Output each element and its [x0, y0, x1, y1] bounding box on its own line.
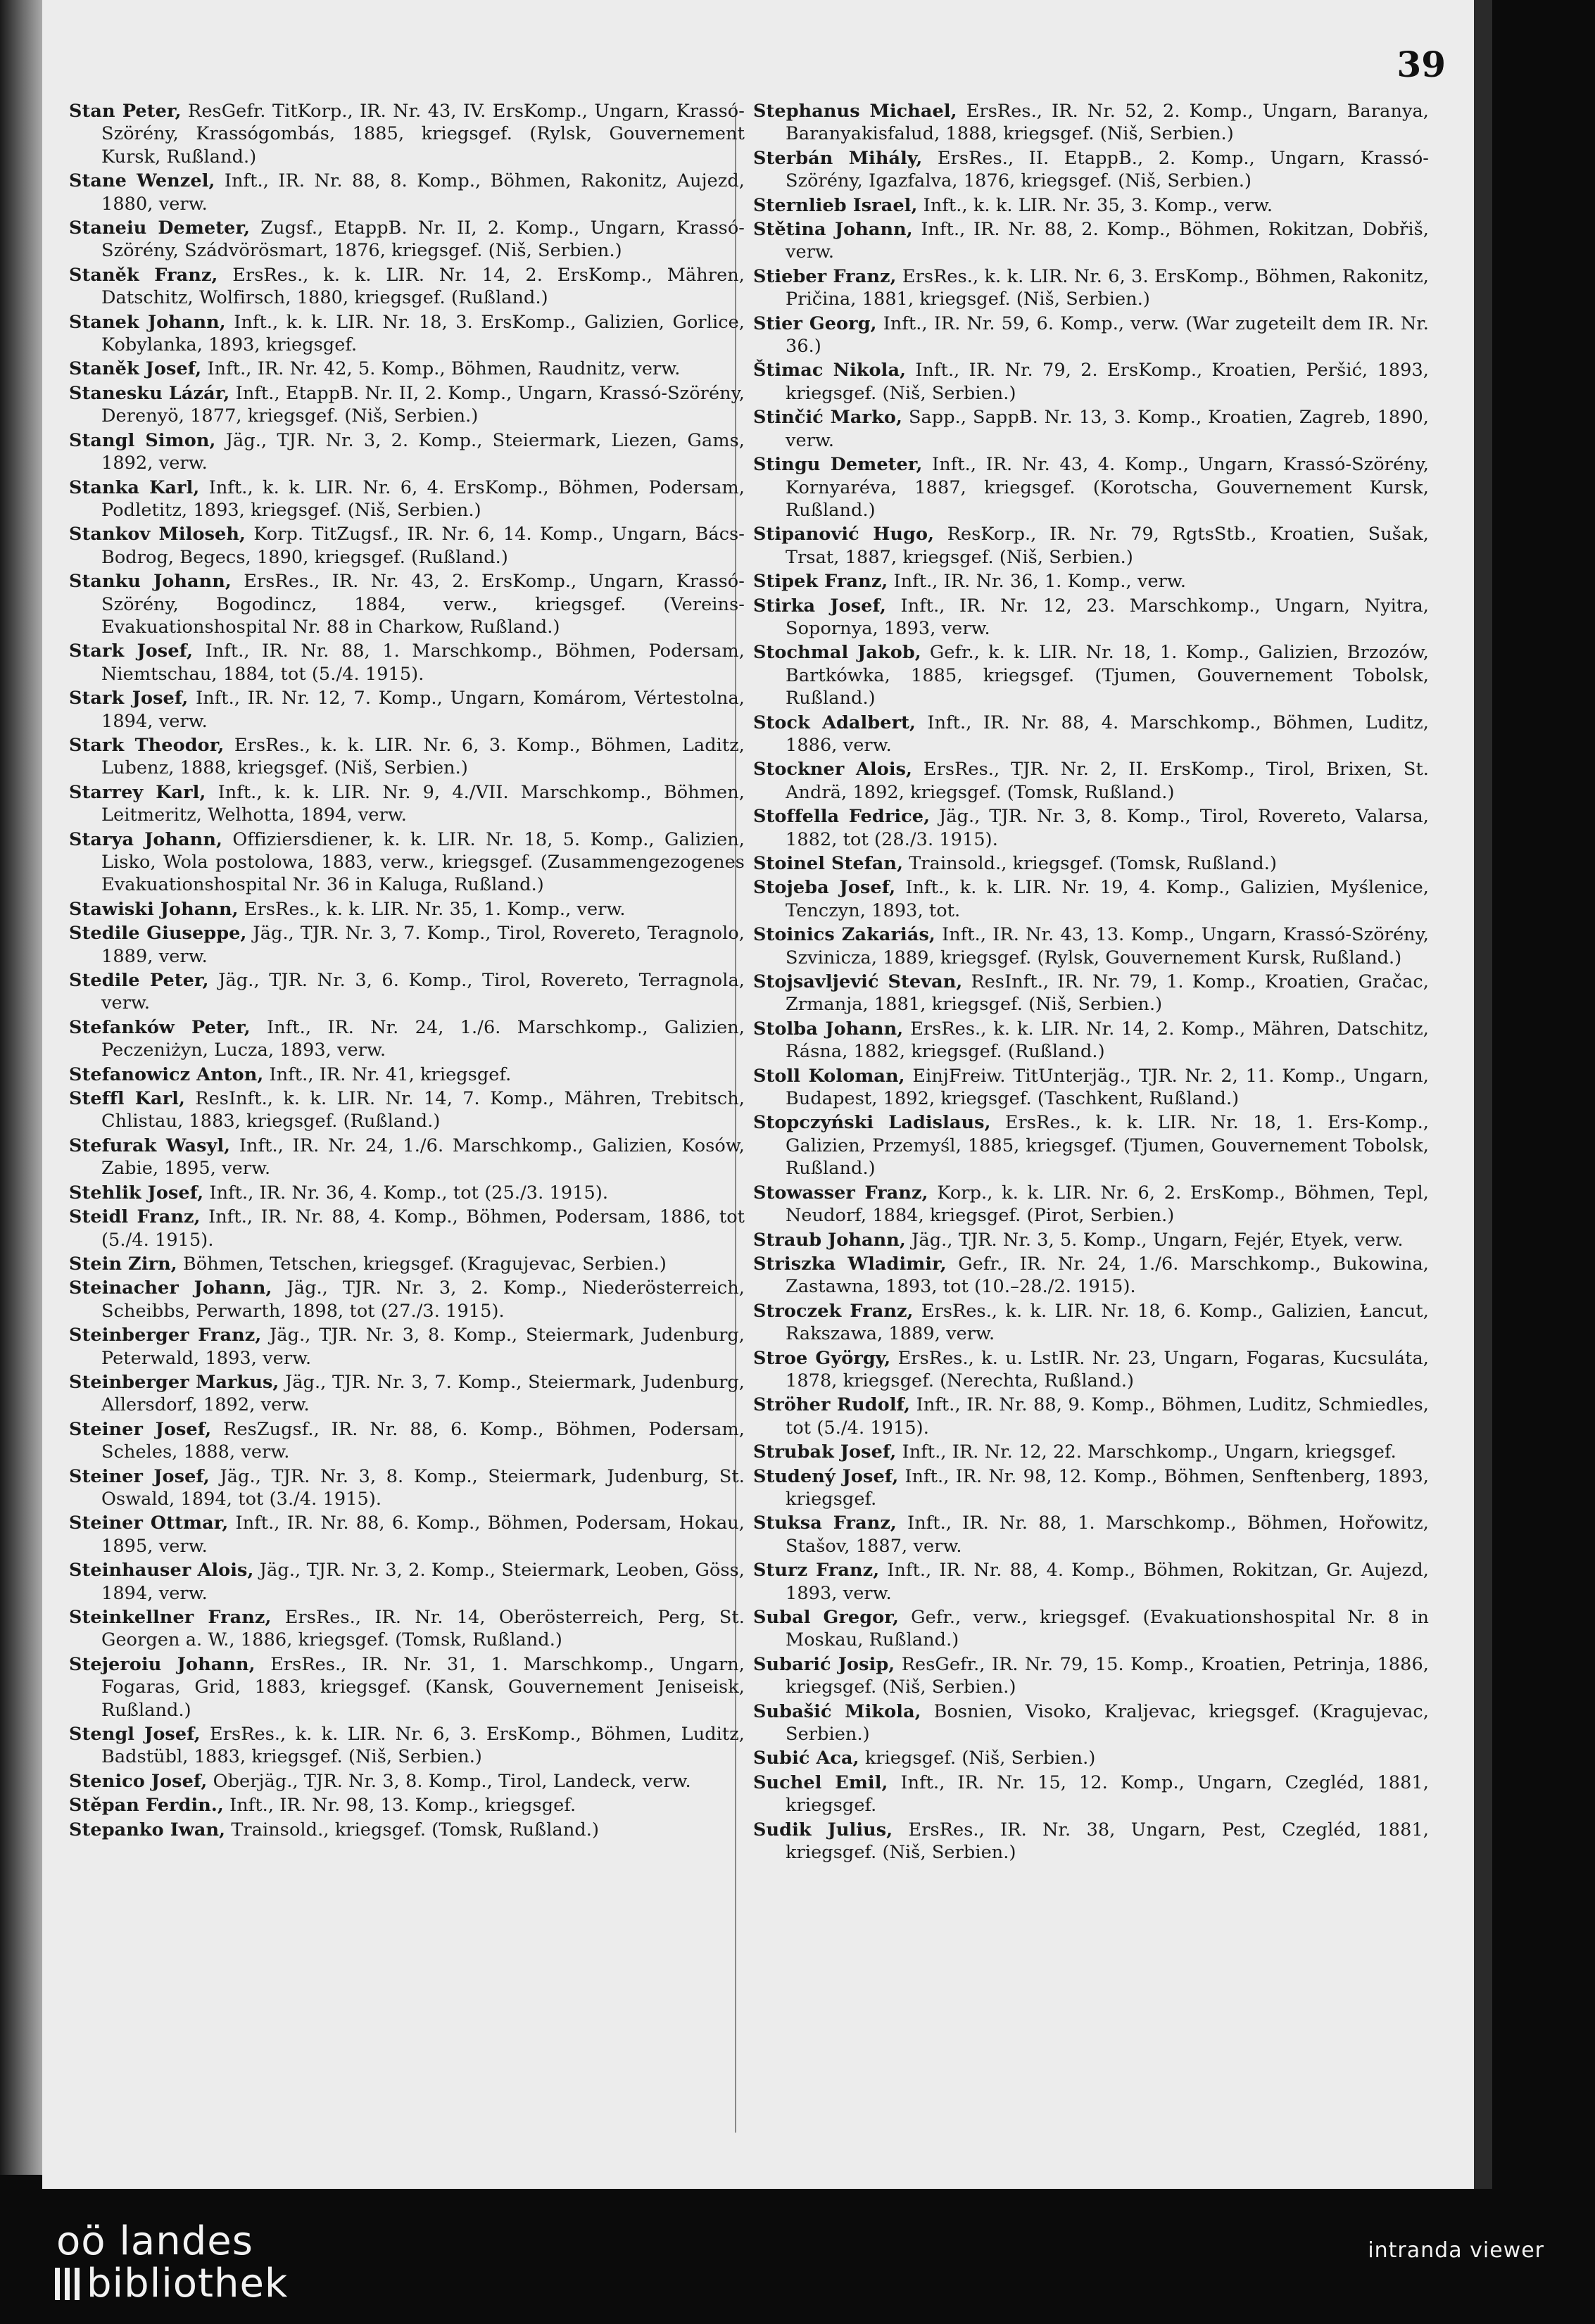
- register-entry: [753, 218, 1429, 264]
- register-entry: [753, 1111, 1429, 1180]
- entry-name: Steiner Ottmar,: [69, 1513, 229, 1534]
- entry-details: Gefr., IR. Nr. 24, 1./6. Marschkomp., Bukowina, Zastawna, 1893, tot (10.–28./2. 1915).: [786, 1253, 1429, 1298]
- entry-details: Inft., IR. Nr. 88, 8. Komp., Böhmen, Rakonitz, Aujezd, 1880, verw.: [101, 170, 745, 215]
- entry-details: ResZugsf., IR. Nr. 88, 6. Komp., Böhmen, Podersam, Scheles, 1888, verw.: [101, 1418, 745, 1463]
- entry-details: Inft., IR. Nr. 88, 4. Marschkomp., Böhmen, Luditz, 1886, verw.: [786, 712, 1429, 756]
- register-entry: [69, 1087, 745, 1133]
- library-logo[interactable]: [55, 2218, 289, 2306]
- entry-details: Inft., IR. Nr. 59, 6. Komp., verw. (War zugeteilt dem IR. Nr. 36.): [786, 312, 1429, 358]
- entry-name: Stingu Demeter,: [753, 454, 923, 476]
- entry-name: Striszka Wladimir,: [753, 1253, 947, 1275]
- entry-details: Jäg., TJR. Nr. 3, 2. Komp., Steiermark, Liezen, Gams, 1892, verw.: [101, 429, 745, 474]
- entry-name: Stuksa Franz,: [753, 1513, 897, 1534]
- entry-details: Inft., IR. Nr. 79, 2. ErsKomp., Kroatien, Peršić, 1893, kriegsgef. (Niš, Serbien.): [786, 360, 1429, 404]
- entry-name: Starya Johann,: [69, 828, 223, 850]
- register-entry: [69, 1819, 745, 1841]
- entry-details: ErsRes., TJR. Nr. 2, II. ErsKomp., Tirol, Brixen, St. Andrä, 1892, kriegsgef. (Tomsk, Rußland.): [786, 759, 1429, 803]
- entry-name: Stinčić Marko,: [753, 407, 902, 429]
- entry-details: Inft., k. k. LIR. Nr. 9, 4./VII. Marschkomp., Böhmen, Leitmeritz, Welhotta, 1894, verw.: [101, 781, 745, 826]
- viewer-footer: [0, 2189, 1595, 2324]
- entry-details: ErsRes., k. k. LIR. Nr. 18, 1. Ers-Komp., Galizien, Przemyśl, 1885, kriegsgef. (Tjumen, Gouvernement Tobolsk, Rußland.): [786, 1112, 1430, 1180]
- entry-details: Jäg., TJR. Nr. 3, 2. Komp., Steiermark, Leoben, Göss, 1894, verw.: [101, 1560, 745, 1604]
- register-entry: [753, 359, 1429, 405]
- entry-details: ErsRes., k. k. LIR. Nr. 14, 2. Komp., Mähren, Datschitz, Rásna, 1882, kriegsgef. (Rußland.): [786, 1018, 1429, 1063]
- entry-details: Trainsold., kriegsgef. (Tomsk, Rußland.): [909, 853, 1278, 874]
- logo-text-line1: oö landes: [56, 2218, 253, 2264]
- register-entry: [69, 640, 745, 686]
- register-entry: [753, 1700, 1429, 1746]
- entry-name: Sternlieb Israel,: [753, 194, 918, 216]
- entry-name: Stangl Simon,: [69, 429, 216, 451]
- entry-name: Stipanović Hugo,: [753, 524, 935, 545]
- register-entry: [69, 969, 745, 1015]
- entry-details: Oberjäg., TJR. Nr. 3, 8. Komp., Tirol, Landeck, verw.: [213, 1770, 691, 1792]
- entry-details: Inft., IR. Nr. 88, 1. Marschkomp., Böhmen, Podersam, Niemtschau, 1884, tot (5./4. 1915).: [101, 640, 745, 685]
- register-entry: [69, 1465, 745, 1511]
- entry-name: Stanku Johann,: [69, 571, 232, 593]
- register-entry: [69, 429, 745, 475]
- entry-details: Inft., IR. Nr. 88, 6. Komp., Böhmen, Podersam, Hokau, 1895, verw.: [101, 1513, 745, 1557]
- register-entry: [69, 1559, 745, 1605]
- entry-details: Inft., IR. Nr. 15, 12. Komp., Ungarn, Czegléd, 1881, kriegsgef.: [786, 1772, 1429, 1817]
- entry-details: Inft., IR. Nr. 98, 13. Komp., kriegsgef.: [229, 1795, 576, 1817]
- entry-details: Gefr., k. k. LIR. Nr. 18, 1. Komp., Galizien, Brzozów, Bartkówka, 1885, kriegsgef. (Tjumen, Gouvernement Tobolsk, Rußland.): [786, 642, 1429, 709]
- left-column: [69, 100, 745, 1843]
- register-entry: [69, 898, 745, 921]
- entry-name: Stopczyński Ladislaus,: [753, 1112, 991, 1134]
- entry-name: Stane Wenzel,: [69, 170, 215, 192]
- entry-details: Inft., IR. Nr. 41, kriegsgef.: [269, 1063, 512, 1085]
- entry-details: ErsRes., IR. Nr. 52, 2. Komp., Ungarn, Baranya, Baranyakisfalud, 1888, kriegsgef. (Niš, Serbien.): [786, 101, 1429, 145]
- register-entry: [753, 1229, 1429, 1251]
- entry-name: Stejeroiu Johann,: [69, 1653, 256, 1675]
- entry-name: Staneiu Demeter,: [69, 217, 251, 239]
- entry-name: Stockner Alois,: [753, 759, 913, 781]
- entry-name: Stankov Miloseh,: [69, 524, 246, 545]
- entry-details: ErsRes., II. EtappB., 2. Komp., Ungarn, Krassó-Szörény, Igazfalva, 1876, kriegsgef. (Niš, Serbien.): [786, 147, 1429, 192]
- register-entry: [69, 1418, 745, 1464]
- entry-name: Stenico Josef,: [69, 1770, 208, 1792]
- entry-name: Subić Aca,: [753, 1748, 859, 1769]
- register-entry: [69, 1512, 745, 1558]
- register-entry: [69, 264, 745, 310]
- entry-name: Subal Gregor,: [753, 1607, 899, 1628]
- register-entry: [753, 876, 1429, 922]
- entry-details: Inft., k. k. LIR. Nr. 18, 3. ErsKomp., Galizien, Gorlice, Kobylanka, 1893, kriegsgef.: [101, 311, 745, 356]
- entry-details: Inft., IR. Nr. 43, 13. Komp., Ungarn, Krassó-Szörény, Szvinicza, 1889, kriegsgef. (Rylsk, Gouvernement Kursk, Rußland.): [786, 924, 1429, 968]
- entry-details: Korp., k. k. LIR. Nr. 6, 2. ErsKomp., Böhmen, Tepl, Neudorf, 1884, kriegsgef. (Pirot, Serbien.): [786, 1182, 1429, 1227]
- register-entry: [753, 595, 1429, 640]
- register-entry: [753, 1606, 1429, 1652]
- entry-details: ErsRes., IR. Nr. 14, Oberösterreich, Perg, St. Georgen a. W., 1886, kriegsgef. (Tomsk, Rußland.): [101, 1607, 745, 1651]
- logo-bars-icon: [55, 2268, 80, 2300]
- page-number: 39: [1397, 44, 1446, 85]
- entry-name: Stepanko Iwan,: [69, 1819, 226, 1840]
- register-entry: [753, 1819, 1429, 1864]
- entry-details: Inft., k. k. LIR. Nr. 6, 4. ErsKomp., Böhmen, Podersam, Podletitz, 1893, kriegsgef. (Niš, Serbien.): [101, 476, 745, 521]
- entry-details: Inft., IR. Nr. 36, 1. Komp., verw.: [893, 571, 1187, 593]
- register-entry: [753, 147, 1429, 193]
- entry-name: Steinacher Johann,: [69, 1277, 272, 1299]
- entry-name: Stojeba Josef,: [753, 877, 896, 899]
- register-entry: [69, 1324, 745, 1370]
- register-entry: [753, 312, 1429, 358]
- entry-details: Korp. TitZugsf., IR. Nr. 6, 14. Komp., Ungarn, Bács-Bodrog, Begecs, 1890, kriegsgef. (Rußland.): [101, 524, 745, 568]
- register-entry: [753, 1653, 1429, 1699]
- register-entry: [753, 265, 1429, 311]
- entry-name: Stoinel Stefan,: [753, 853, 904, 874]
- entry-name: Stan Peter,: [69, 101, 182, 122]
- entry-details: ErsRes., k. k. LIR. Nr. 6, 3. ErsKomp., Böhmen, Luditz, Badstübl, 1883, kriegsgef. (Niš, Serbien.): [101, 1724, 745, 1768]
- entry-name: Stark Josef,: [69, 640, 194, 662]
- register-entry: [753, 641, 1429, 709]
- register-entry: [69, 170, 745, 215]
- entry-name: Stanek Johann,: [69, 311, 226, 333]
- entry-name: Stedile Peter,: [69, 970, 209, 992]
- entry-name: Stefanków Peter,: [69, 1016, 251, 1038]
- register-entry: [753, 852, 1429, 875]
- register-entry: [69, 382, 745, 428]
- entry-name: Stieber Franz,: [753, 265, 897, 287]
- entry-name: Stoinics Zakariás,: [753, 924, 935, 946]
- register-entry: [753, 100, 1429, 146]
- register-entry: [69, 476, 745, 522]
- entry-name: Stirka Josef,: [753, 595, 886, 617]
- register-entry: [753, 1512, 1429, 1558]
- entry-name: Stojsavljević Stevan,: [753, 971, 963, 993]
- entry-name: Stengl Josef,: [69, 1724, 201, 1745]
- entry-name: Steffl Karl,: [69, 1088, 185, 1110]
- entry-name: Stehlik Josef,: [69, 1182, 204, 1204]
- entry-details: Zugsf., EtappB. Nr. II, 2. Komp., Ungarn, Krassó-Szörény, Szádvörösmart, 1876, kriegsgef. (Niš, Serbien.): [101, 217, 745, 262]
- register-entry: [753, 1065, 1429, 1111]
- register-entry: [69, 1063, 745, 1086]
- register-entry: [753, 453, 1429, 522]
- entry-details: Inft., IR. Nr. 36, 4. Komp., tot (25./3. 1915).: [209, 1182, 609, 1204]
- entry-details: ErsRes., k. u. LstIR. Nr. 23, Ungarn, Fogaras, Kucsuláta, 1878, kriegsgef. (Nerechta, Rußland.): [786, 1347, 1429, 1391]
- entry-name: Steidl Franz,: [69, 1206, 201, 1228]
- register-entry: [69, 734, 745, 780]
- entry-details: Inft., IR. Nr. 98, 12. Komp., Böhmen, Senftenberg, 1893, kriegsgef.: [786, 1465, 1429, 1510]
- entry-details: ResInft., k. k. LIR. Nr. 14, 7. Komp., Mähren, Trebitsch, Chlistau, 1883, kriegsgef. (Rußland.): [101, 1088, 745, 1132]
- entry-details: ErsRes., k. k. LIR. Nr. 35, 1. Komp., verw.: [244, 898, 626, 920]
- entry-details: Inft., IR. Nr. 12, 22. Marschkomp., Ungarn, kriegsgef.: [902, 1441, 1397, 1463]
- entry-details: Jäg., TJR. Nr. 3, 8. Komp., Tirol, Rovereto, Valarsa, 1882, tot (28./3. 1915).: [786, 806, 1429, 850]
- entry-details: Inft., IR. Nr. 43, 4. Komp., Ungarn, Krassó-Szörény, Kornyaréva, 1887, kriegsgef. (Korotscha, Gouvernement Kursk, Rußland.): [786, 454, 1429, 521]
- entry-details: Inft., k. k. LIR. Nr. 35, 3. Komp., verw.: [923, 194, 1273, 216]
- entry-name: Stark Theodor,: [69, 734, 225, 756]
- entry-details: ResGefr., IR. Nr. 79, 15. Komp., Kroatien, Petrinja, 1886, kriegsgef. (Niš, Serbien.): [786, 1653, 1429, 1698]
- register-entry: [69, 781, 745, 827]
- entry-details: Inft., IR. Nr. 88, 1. Marschkomp., Böhmen, Hořowitz, Stašov, 1887, verw.: [786, 1513, 1429, 1557]
- entry-name: Stoll Koloman,: [753, 1065, 905, 1087]
- entry-name: Straub Johann,: [753, 1229, 906, 1251]
- entry-name: Stanesku Lázár,: [69, 382, 230, 404]
- register-entry: [753, 712, 1429, 757]
- register-entry: [753, 523, 1429, 569]
- entry-details: Inft., IR. Nr. 88, 4. Komp., Böhmen, Rokitzan, Gr. Aujezd, 1893, verw.: [786, 1560, 1429, 1604]
- register-entry: [753, 805, 1429, 851]
- entry-details: ResKorp., IR. Nr. 79, RgtsStb., Kroatien, Sušak, Trsat, 1887, kriegsgef. (Niš, Serbien.): [786, 524, 1430, 568]
- register-entry: [753, 1394, 1429, 1439]
- entry-details: ErsRes., k. k. LIR. Nr. 18, 6. Komp., Galizien, Łancut, Rakszawa, 1889, verw.: [786, 1300, 1429, 1345]
- entry-name: Stěpan Ferdin.,: [69, 1795, 224, 1817]
- entry-details: Inft., EtappB. Nr. II, 2. Komp., Ungarn, Krassó-Szörény, Derenyö, 1877, kriegsgef. (Niš, Serbien.): [101, 382, 745, 427]
- entry-name: Strubak Josef,: [753, 1441, 897, 1463]
- entry-name: Stock Adalbert,: [753, 712, 916, 733]
- entry-details: ErsRes., IR. Nr. 31, 1. Marschkomp., Ungarn, Fogaras, Grid, 1883, kriegsgef. (Kansk, Gouvernement Jeniseisk, Rußland.): [101, 1653, 745, 1721]
- register-entry: [69, 1606, 745, 1652]
- entry-details: Jäg., TJR. Nr. 3, 8. Komp., Steiermark, Judenburg, Peterwald, 1893, verw.: [101, 1325, 745, 1369]
- entry-name: Stipek Franz,: [753, 571, 888, 593]
- register-entry: [753, 194, 1429, 217]
- register-entry: [753, 923, 1429, 969]
- register-entry: [753, 1772, 1429, 1817]
- document-page: [42, 0, 1492, 2189]
- entry-details: Jäg., TJR. Nr. 3, 6. Komp., Tirol, Rovereto, Terragnola, verw.: [101, 970, 745, 1014]
- entry-name: Staněk Franz,: [69, 264, 218, 286]
- register-entry: [753, 1182, 1429, 1227]
- entry-details: Gefr., verw., kriegsgef. (Evakuationshospital Nr. 8 in Moskau, Rußland.): [786, 1607, 1429, 1651]
- entry-details: Bosnien, Visoko, Kraljevac, kriegsgef. (Kragujevac, Serbien.): [786, 1700, 1429, 1745]
- entry-details: Inft., IR. Nr. 24, 1./6. Marschkomp., Galizien, Peczeniżyn, Lucza, 1893, verw.: [101, 1016, 745, 1061]
- entry-name: Stochmal Jakob,: [753, 642, 921, 664]
- entry-details: Inft., IR. Nr. 12, 23. Marschkomp., Ungarn, Nyitra, Sopornya, 1893, verw.: [786, 595, 1429, 639]
- entry-name: Stedile Giuseppe,: [69, 923, 247, 945]
- register-entry: [69, 687, 745, 733]
- register-entry: [753, 1747, 1429, 1769]
- entry-name: Stanka Karl,: [69, 476, 200, 498]
- entry-name: Stier Georg,: [753, 312, 877, 334]
- entry-name: Staněk Josef,: [69, 358, 202, 380]
- entry-details: Jäg., TJR. Nr. 3, 5. Komp., Ungarn, Fejér, Etyek, verw.: [912, 1229, 1404, 1251]
- entry-details: Offiziersdiener, k. k. LIR. Nr. 18, 5. Komp., Galizien, Lisko, Wola postolowa, 1883, verw., kriegsgef. (Zusammengezogenes Evakuationshospital Nr. 36 in Kaluga, Rußland.): [101, 828, 745, 896]
- entry-details: ErsRes., k. k. LIR. Nr. 6, 3. ErsKomp., Böhmen, Rakonitz, Pričina, 1881, kriegsgef. (Niš, Serbien.): [786, 265, 1429, 310]
- register-entry: [753, 971, 1429, 1016]
- register-entry: [753, 1347, 1429, 1393]
- entry-name: Stroe György,: [753, 1347, 891, 1369]
- entry-name: Stawiski Johann,: [69, 898, 239, 920]
- entry-details: ResInft., IR. Nr. 79, 1. Komp., Kroatien, Gračac, Zrmanja, 1881, kriegsgef. (Niš, Serbien.): [786, 971, 1429, 1016]
- entry-name: Stein Zirn,: [69, 1253, 177, 1275]
- entry-details: kriegsgef. (Niš, Serbien.): [864, 1748, 1096, 1769]
- register-entry: [69, 523, 745, 569]
- entry-details: EinjFreiw. TitUnterjäg., TJR. Nr. 2, 11. Komp., Ungarn, Budapest, 1892, kriegsgef. (Taschkent, Rußland.): [786, 1065, 1429, 1110]
- entry-name: Steinkellner Franz,: [69, 1607, 272, 1628]
- entry-name: Stefanowicz Anton,: [69, 1063, 264, 1085]
- register-entry: [753, 1559, 1429, 1605]
- entry-details: Inft., IR. Nr. 24, 1./6. Marschkomp., Galizien, Kosów, Zabie, 1895, verw.: [101, 1135, 745, 1180]
- entry-details: ErsRes., IR. Nr. 38, Ungarn, Pest, Czegléd, 1881, kriegsgef. (Niš, Serbien.): [786, 1819, 1429, 1864]
- entry-name: Steinberger Franz,: [69, 1325, 262, 1346]
- register-entry: [69, 570, 745, 638]
- viewer-brand[interactable]: intranda viewer: [1368, 2238, 1544, 2263]
- entry-details: ResGefr. TitKorp., IR. Nr. 43, IV. ErsKomp., Ungarn, Krassó-Szörény, Krassógombás, 1885, kriegsgef. (Rylsk, Gouvernement Kursk, Rußland.): [101, 101, 745, 168]
- register-entry: [69, 1371, 745, 1417]
- entry-details: Inft., IR. Nr. 88, 9. Komp., Böhmen, Luditz, Schmiedles, tot (5./4. 1915).: [786, 1394, 1429, 1439]
- entry-details: Inft., k. k. LIR. Nr. 19, 4. Komp., Galizien, Myślenice, Tenczyn, 1893, tot.: [786, 877, 1429, 921]
- register-entry: [753, 406, 1429, 452]
- entry-name: Stark Josef,: [69, 688, 189, 709]
- entry-details: Inft., IR. Nr. 88, 2. Komp., Böhmen, Rokitzan, Dobřiš, verw.: [786, 219, 1429, 263]
- register-entry: [69, 1206, 745, 1251]
- register-entry: [753, 1253, 1429, 1299]
- entry-details: Jäg., TJR. Nr. 3, 7. Komp., Tirol, Rovereto, Teragnolo, 1889, verw.: [101, 923, 745, 967]
- register-entry: [69, 1135, 745, 1180]
- register-entry: [753, 1018, 1429, 1063]
- entry-name: Ströher Rudolf,: [753, 1394, 911, 1416]
- register-entry: [69, 922, 745, 968]
- entry-name: Stětina Johann,: [753, 219, 913, 241]
- entry-details: Jäg., TJR. Nr. 3, 8. Komp., Steiermark, Judenburg, St. Oswald, 1894, tot (3./4. 1915).: [101, 1465, 745, 1510]
- entry-name: Štimac Nikola,: [753, 360, 907, 381]
- register-entry: [69, 1723, 745, 1769]
- entry-name: Sturz Franz,: [753, 1560, 880, 1581]
- entry-name: Stefurak Wasyl,: [69, 1135, 231, 1156]
- entry-name: Starrey Karl,: [69, 781, 206, 803]
- register-entry: [753, 1465, 1429, 1511]
- register-entry: [753, 758, 1429, 804]
- entry-details: Jäg., TJR. Nr. 3, 7. Komp., Steiermark, Judenburg, Allersdorf, 1892, verw.: [101, 1371, 745, 1416]
- entry-details: Jäg., TJR. Nr. 3, 2. Komp., Niederösterreich, Scheibbs, Perwarth, 1898, tot (27./3. 1915).: [101, 1277, 745, 1322]
- register-entry: [69, 311, 745, 357]
- entry-details: ErsRes., IR. Nr. 43, 2. ErsKomp., Ungarn, Krassó-Szörény, Bogodincz, 1884, verw., kriegsgef. (Vereins-Evakuationshospital Nr. 88 in Charkow, Rußland.): [101, 571, 745, 638]
- register-entry: [69, 1770, 745, 1793]
- entry-details: Inft., IR. Nr. 12, 7. Komp., Ungarn, Komárom, Vértestolna, 1894, verw.: [101, 688, 745, 732]
- entry-name: Stephanus Michael,: [753, 101, 957, 122]
- entry-name: Steiner Josef,: [69, 1465, 210, 1487]
- register-entry: [69, 1653, 745, 1722]
- register-entry: [69, 1794, 745, 1817]
- entry-name: Stowasser Franz,: [753, 1182, 928, 1204]
- register-entry: [69, 100, 745, 168]
- register-entry: [753, 1441, 1429, 1463]
- entry-details: Inft., IR. Nr. 88, 4. Komp., Böhmen, Podersam, 1886, tot (5./4. 1915).: [101, 1206, 745, 1251]
- entry-details: Trainsold., kriegsgef. (Tomsk, Rußland.): [231, 1819, 600, 1840]
- register-entry: [69, 1277, 745, 1322]
- entry-details: Sapp., SappB. Nr. 13, 3. Komp., Kroatien, Zagreb, 1890, verw.: [786, 407, 1429, 451]
- logo-text-line2: bibliothek: [87, 2261, 289, 2306]
- entry-name: Sudik Julius,: [753, 1819, 893, 1840]
- entry-details: Böhmen, Tetschen, kriegsgef. (Kragujevac, Serbien.): [183, 1253, 667, 1275]
- right-column: [753, 100, 1429, 1865]
- register-entry: [753, 1300, 1429, 1346]
- entry-details: ErsRes., k. k. LIR. Nr. 14, 2. ErsKomp., Mähren, Datschitz, Wolfirsch, 1880, kriegsgef. (Rußland.): [101, 264, 745, 309]
- entry-name: Sterbán Mihály,: [753, 147, 923, 169]
- entry-name: Stroczek Franz,: [753, 1300, 914, 1322]
- entry-name: Steiner Josef,: [69, 1418, 212, 1440]
- entry-name: Stolba Johann,: [753, 1018, 904, 1040]
- entry-name: Studený Josef,: [753, 1465, 899, 1487]
- register-entry: [69, 1253, 745, 1275]
- entry-name: Steinberger Markus,: [69, 1371, 279, 1393]
- entry-name: Steinhauser Alois,: [69, 1560, 254, 1581]
- register-entry: [69, 1182, 745, 1204]
- entry-name: Subarić Josip,: [753, 1653, 895, 1675]
- register-entry: [69, 828, 745, 897]
- entry-details: ErsRes., k. k. LIR. Nr. 6, 3. Komp., Böhmen, Laditz, Lubenz, 1888, kriegsgef. (Niš, Serbien.): [101, 734, 745, 779]
- entry-name: Subašić Mikola,: [753, 1700, 921, 1722]
- entry-name: Suchel Emil,: [753, 1772, 888, 1793]
- entry-name: Stoffella Fedrice,: [753, 806, 931, 828]
- entry-details: Inft., IR. Nr. 42, 5. Komp., Böhmen, Raudnitz, verw.: [207, 358, 681, 380]
- register-entry: [69, 358, 745, 380]
- register-entry: [69, 217, 745, 263]
- register-entry: [69, 1016, 745, 1062]
- register-entry: [753, 570, 1429, 593]
